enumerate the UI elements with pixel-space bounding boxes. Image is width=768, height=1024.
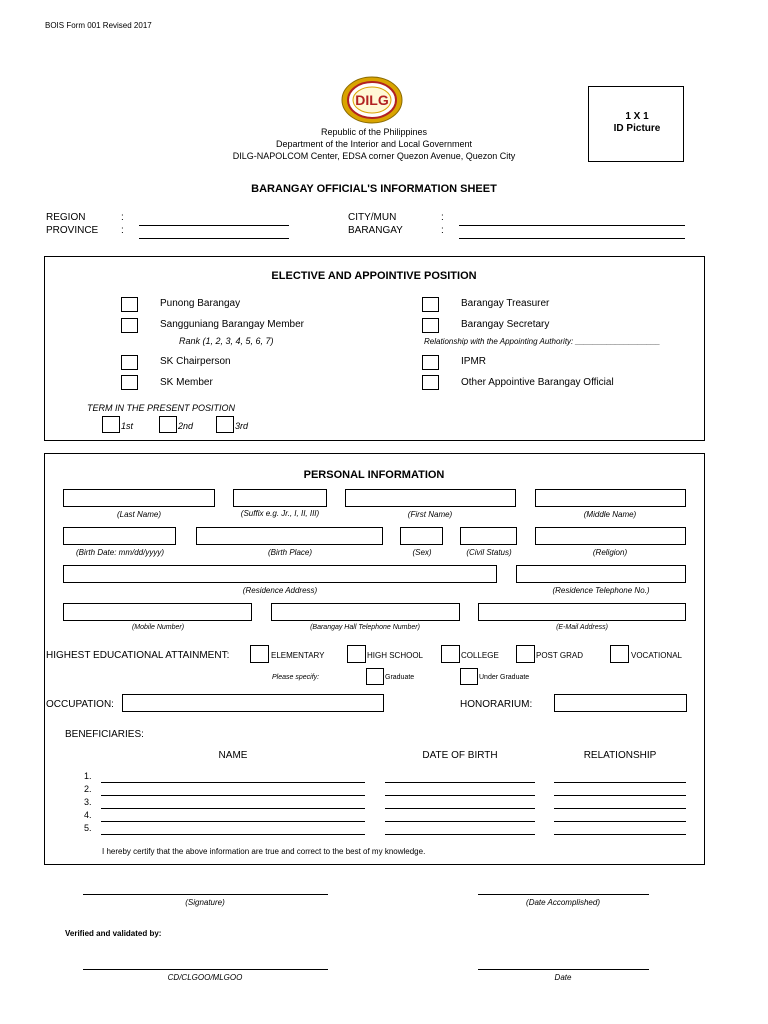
beneficiary-row-number: 2. (84, 784, 92, 794)
hall-telephone-caption: (Barangay Hall Telephone Number) (310, 624, 420, 631)
term-heading: TERM IN THE PRESENT POSITION (87, 403, 236, 413)
elementary-checkbox[interactable] (250, 645, 269, 663)
vocational-checkbox[interactable] (610, 645, 629, 663)
vocational-label: VOCATIONAL (631, 651, 682, 660)
officer-signature-line[interactable] (83, 969, 328, 970)
date-caption: Date (554, 973, 572, 982)
page-title: BARANGAY OFFICIAL'S INFORMATION SHEET (251, 183, 497, 195)
sangguniang-checkbox[interactable] (121, 318, 138, 333)
ipmr-label: IPMR (461, 356, 486, 367)
beneficiary-relationship-field[interactable] (554, 795, 686, 796)
middle-name-caption: (Middle Name) (583, 510, 637, 519)
under-graduate-checkbox[interactable] (460, 668, 478, 685)
first-name-caption: (First Name) (407, 510, 453, 519)
sk-member-checkbox[interactable] (121, 375, 138, 390)
beneficiary-row-number: 4. (84, 810, 92, 820)
sk-member-label: SK Member (160, 377, 213, 388)
mobile-input[interactable] (63, 603, 252, 621)
header-address: DILG-NAPOLCOM Center, EDSA corner Quezon Avenue, Quezon City (232, 151, 516, 161)
occupation-label: OCCUPATION: (46, 699, 114, 710)
province-field[interactable] (139, 238, 289, 239)
birth-place-caption: (Birth Place) (267, 548, 313, 557)
sex-caption: (Sex) (412, 548, 432, 557)
civil-status-input[interactable] (460, 527, 517, 545)
ipmr-checkbox[interactable] (422, 355, 439, 370)
hall-telephone-input[interactable] (271, 603, 460, 621)
term-3rd-checkbox[interactable] (216, 416, 234, 433)
college-checkbox[interactable] (441, 645, 460, 663)
sex-input[interactable] (400, 527, 443, 545)
graduate-label: Graduate (385, 674, 415, 681)
suffix-input[interactable] (233, 489, 327, 507)
signature-caption: (Signature) (185, 898, 225, 907)
beneficiary-row-number: 5. (84, 823, 92, 833)
officer-caption: CD/CLGOO/MLGOO (167, 973, 243, 982)
region-label: REGION (46, 212, 86, 223)
id-picture-size: 1 X 1 (625, 111, 649, 122)
region-colon: : (121, 212, 124, 223)
beneficiary-name-field[interactable] (101, 782, 365, 783)
residence-address-input[interactable] (63, 565, 497, 583)
sk-chairperson-label: SK Chairperson (160, 356, 231, 367)
birth-date-caption: (Birth Date: mm/dd/yyyy) (75, 548, 165, 557)
rank-label: Rank (1, 2, 3, 4, 5, 6, 7) (179, 336, 274, 346)
date-line[interactable] (478, 969, 649, 970)
sangguniang-label: Sangguniang Barangay Member (160, 319, 304, 330)
beneficiary-row-number: 3. (84, 797, 92, 807)
graduate-checkbox[interactable] (366, 668, 384, 685)
position-section (44, 256, 705, 441)
secretary-checkbox[interactable] (422, 318, 439, 333)
high-school-checkbox[interactable] (347, 645, 366, 663)
birth-date-input[interactable] (63, 527, 176, 545)
id-picture-label: ID Picture (613, 123, 661, 134)
dilg-logo (340, 75, 404, 125)
last-name-input[interactable] (63, 489, 215, 507)
treasurer-checkbox[interactable] (422, 297, 439, 312)
beneficiary-relationship-field[interactable] (554, 821, 686, 822)
svg-text:DILG: DILG (355, 92, 389, 108)
term-2nd-checkbox[interactable] (159, 416, 177, 433)
beneficiary-dob-field[interactable] (385, 782, 535, 783)
last-name-caption: (Last Name) (116, 510, 162, 519)
honorarium-label: HONORARIUM: (460, 699, 533, 710)
email-input[interactable] (478, 603, 686, 621)
beneficiary-dob-field[interactable] (385, 834, 535, 835)
header-department: Department of the Interior and Local Government (275, 139, 473, 149)
beneficiary-dob-field[interactable] (385, 808, 535, 809)
barangay-label: BARANGAY (348, 225, 403, 236)
beneficiaries-label: BENEFICIARIES: (65, 729, 144, 740)
term-1st-checkbox[interactable] (102, 416, 120, 433)
sk-chairperson-checkbox[interactable] (121, 355, 138, 370)
city-field[interactable] (459, 225, 685, 226)
mobile-caption: (Mobile Number) (131, 624, 185, 631)
under-graduate-label: Under Graduate (479, 674, 530, 681)
barangay-colon: : (441, 225, 444, 236)
religion-caption: (Religion) (592, 548, 628, 557)
civil-status-caption: (Civil Status) (466, 548, 512, 557)
residence-telephone-caption: (Residence Telephone No.) (552, 586, 650, 595)
term-2nd-label: 2nd (178, 421, 194, 431)
secretary-label: Barangay Secretary (461, 319, 550, 330)
post-grad-checkbox[interactable] (516, 645, 535, 663)
beneficiary-relationship-field[interactable] (554, 834, 686, 835)
residence-address-caption: (Residence Address) (242, 586, 318, 595)
treasurer-label: Barangay Treasurer (461, 298, 550, 309)
other-appointive-checkbox[interactable] (422, 375, 439, 390)
id-picture-box[interactable] (588, 86, 684, 162)
beneficiary-relationship-field[interactable] (554, 808, 686, 809)
middle-name-input[interactable] (535, 489, 686, 507)
elementary-label: ELEMENTARY (271, 651, 325, 660)
province-label: PROVINCE (46, 225, 99, 236)
city-label: CITY/MUN (348, 212, 397, 223)
beneficiary-name-field[interactable] (101, 808, 365, 809)
personal-heading: PERSONAL INFORMATION (303, 469, 445, 481)
term-3rd-label: 3rd (235, 421, 249, 431)
birth-place-input[interactable] (196, 527, 383, 545)
certify-statement: I hereby certify that the above information are true and correct to the best of my knowledge. (102, 847, 426, 856)
header-republic: Republic of the Philippines (320, 127, 428, 137)
post-grad-label: POST GRAD (536, 651, 583, 660)
beneficiary-dob-header: DATE OF BIRTH (422, 750, 498, 761)
relationship-authority-label: Relationship with the Appointing Authority: ___________________ (424, 337, 661, 346)
beneficiary-relationship-field[interactable] (554, 782, 686, 783)
province-colon: : (121, 225, 124, 236)
suffix-caption: (Suffix e.g. Jr., I, II, III) (240, 509, 320, 518)
beneficiary-name-field[interactable] (101, 795, 365, 796)
date-accomplished-line[interactable] (478, 894, 649, 895)
punong-barangay-label: Punong Barangay (160, 298, 241, 309)
first-name-input[interactable] (345, 489, 516, 507)
honorarium-input[interactable] (554, 694, 687, 712)
beneficiary-name-field[interactable] (101, 834, 365, 835)
date-accomplished-caption: (Date Accomplished) (526, 898, 600, 907)
verified-label: Verified and validated by: (65, 929, 162, 938)
beneficiary-name-header: NAME (218, 750, 248, 761)
please-specify-label: Please specify: (272, 674, 320, 681)
form-code: BOIS Form 001 Revised 2017 (45, 21, 152, 30)
barangay-field[interactable] (459, 238, 685, 239)
other-appointive-label: Other Appointive Barangay Official (461, 377, 614, 388)
beneficiary-dob-field[interactable] (385, 821, 535, 822)
education-label: HIGHEST EDUCATIONAL ATTAINMENT: (46, 650, 230, 661)
college-label: COLLEGE (461, 651, 499, 660)
term-1st-label: 1st (121, 421, 134, 431)
occupation-input[interactable] (122, 694, 384, 712)
residence-telephone-input[interactable] (516, 565, 686, 583)
position-heading: ELECTIVE AND APPOINTIVE POSITION (271, 270, 477, 282)
beneficiary-row-number: 1. (84, 771, 92, 781)
region-field[interactable] (139, 225, 289, 226)
beneficiary-dob-field[interactable] (385, 795, 535, 796)
beneficiary-name-field[interactable] (101, 821, 365, 822)
punong-barangay-checkbox[interactable] (121, 297, 138, 312)
signature-line[interactable] (83, 894, 328, 895)
beneficiary-relationship-header: RELATIONSHIP (583, 750, 657, 761)
email-caption: (E-Mail Address) (556, 624, 608, 631)
religion-input[interactable] (535, 527, 686, 545)
city-colon: : (441, 212, 444, 223)
high-school-label: HIGH SCHOOL (367, 651, 424, 660)
